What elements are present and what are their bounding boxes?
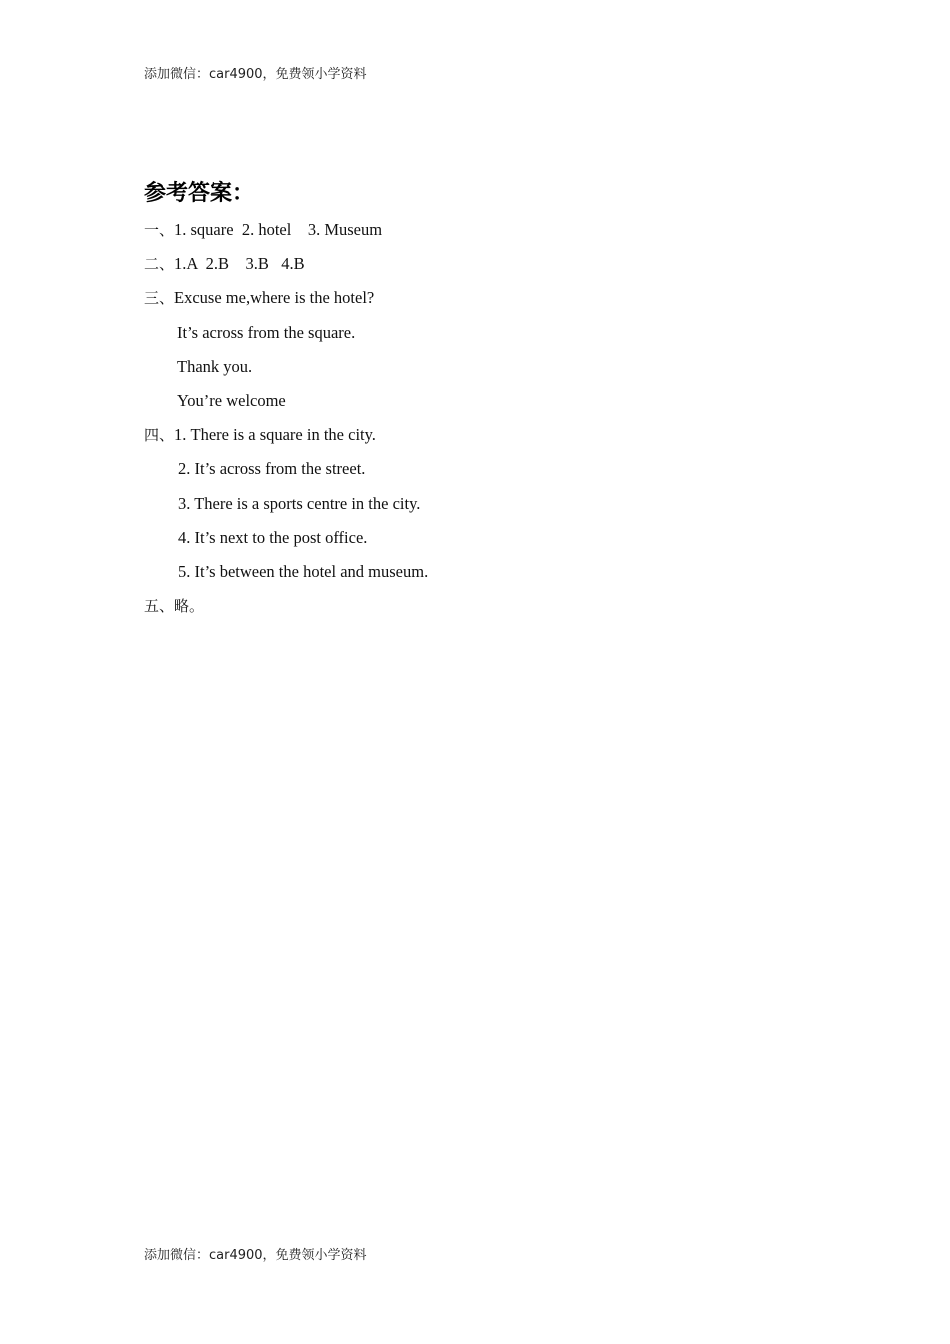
section-text: Excuse me,where is the hotel?	[174, 288, 375, 308]
answer-line: You’re welcome	[177, 390, 286, 410]
answer-section-4	[144, 423, 844, 457]
section-marker: 三、	[144, 289, 175, 308]
answer-section-2	[144, 252, 844, 286]
footer-note: 添加微信：car4900，免费领小学资料	[144, 1248, 367, 1263]
answer-line: 5. It’s between the hotel and museum.	[178, 561, 429, 581]
section-text: 1. There is a square in the city.	[174, 425, 376, 445]
answer-line: 4. It’s next to the post office.	[178, 527, 368, 547]
answer-list	[144, 218, 844, 628]
answer-line: Thank you.	[177, 356, 253, 376]
section-marker: 二、	[144, 255, 175, 274]
answer-line: 2. It’s across from the street.	[178, 459, 366, 479]
answer-section-1	[144, 218, 844, 252]
answer-line: It’s across from the square.	[177, 322, 356, 342]
section-marker: 四、	[144, 426, 175, 445]
section-marker: 一、	[144, 221, 175, 239]
answer-section-5	[144, 594, 844, 628]
page-title: 参考答案：	[144, 181, 255, 206]
answer-line: 3. There is a sports centre in the city.	[178, 493, 421, 513]
section-text: 略。	[174, 597, 205, 616]
section-text: 1.A 2.B 3.B 4.B	[174, 254, 305, 274]
answer-section-3	[144, 286, 844, 320]
section-text: 1. square 2. hotel 3. Museum	[174, 220, 383, 239]
header-note: 添加微信：car4900，免费领小学资料	[144, 67, 367, 82]
section-marker: 五、	[144, 597, 175, 616]
